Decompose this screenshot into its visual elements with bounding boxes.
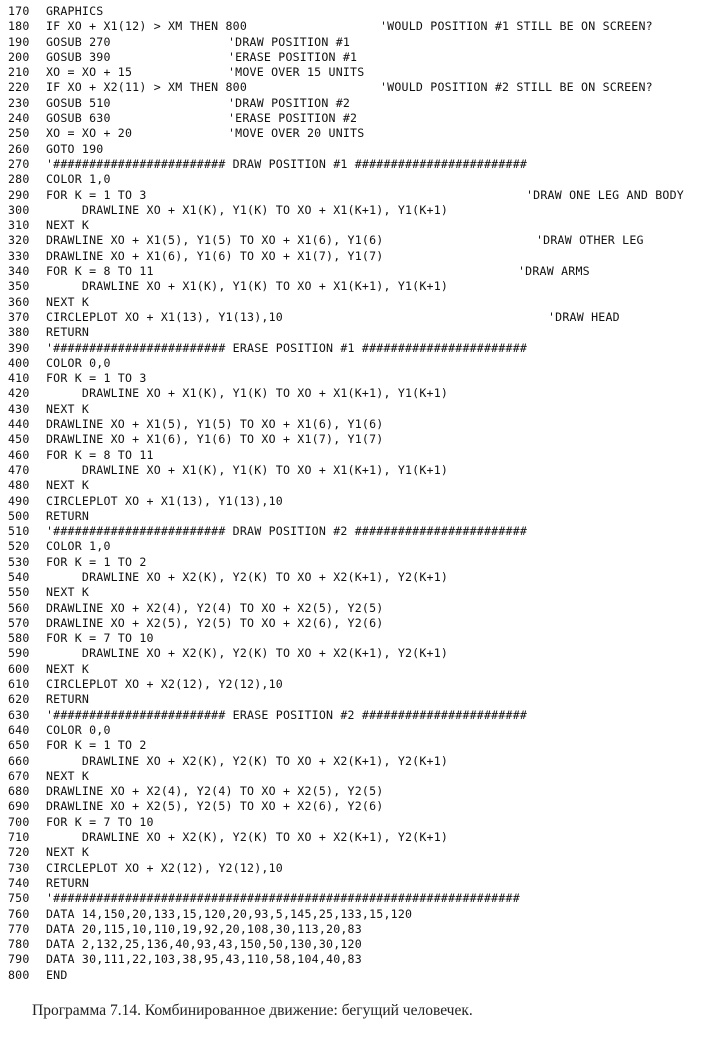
code-text: GOSUB 630	[46, 111, 111, 126]
code-text: END	[46, 967, 68, 982]
code-text: NEXT K	[46, 585, 90, 600]
code-text: DATA 20,115,10,110,19,92,20,108,30,113,20,83	[46, 921, 362, 936]
code-comment: 'WOULD POSITION #1 STILL BE ON SCREEN?	[380, 19, 653, 34]
code-comment: 'MOVE OVER 15 UNITS	[228, 65, 365, 80]
code-text: NEXT K	[46, 401, 90, 416]
code-comment: 'DRAW HEAD	[548, 309, 620, 324]
line-number: 260	[8, 141, 30, 156]
code-line	[8, 937, 724, 952]
code-line	[8, 96, 724, 111]
line-number: 800	[8, 967, 30, 982]
line-number: 440	[8, 417, 30, 432]
line-number: 410	[8, 371, 30, 386]
line-number: 210	[8, 65, 30, 80]
code-text: COLOR 0,0	[46, 722, 111, 737]
code-text: DRAWLINE XO + X2(4), Y2(4) TO XO + X2(5), Y2(5)	[46, 784, 384, 799]
line-number: 340	[8, 264, 30, 279]
code-comment: 'DRAW POSITION #1	[228, 34, 351, 49]
code-text: NEXT K	[46, 478, 90, 493]
code-line	[8, 799, 724, 814]
code-text: COLOR 1,0	[46, 172, 111, 187]
code-line	[8, 264, 724, 279]
code-line	[8, 448, 724, 463]
line-number: 560	[8, 600, 30, 615]
line-number: 720	[8, 845, 30, 860]
line-number: 280	[8, 172, 30, 187]
line-number: 490	[8, 493, 30, 508]
line-number: 550	[8, 585, 30, 600]
line-number: 580	[8, 631, 30, 646]
code-text: NEXT K	[46, 218, 90, 233]
code-line	[8, 601, 724, 616]
line-number: 590	[8, 646, 30, 661]
code-text: NEXT K	[46, 661, 90, 676]
code-comment: 'MOVE OVER 20 UNITS	[228, 126, 365, 141]
line-number: 680	[8, 784, 30, 799]
program-listing	[8, 4, 724, 983]
code-text: '######################## ERASE POSITION #1 #######################	[46, 340, 528, 355]
code-text: DRAWLINE XO + X2(K), Y2(K) TO XO + X2(K+1), Y2(K+1)	[46, 830, 449, 845]
code-line	[8, 356, 724, 371]
code-text: IF XO + X1(12) > XM THEN 800	[46, 19, 248, 34]
code-line	[8, 4, 724, 19]
line-number: 370	[8, 309, 30, 324]
code-text: RETURN	[46, 692, 90, 707]
code-line	[8, 35, 724, 50]
code-line	[8, 845, 724, 860]
code-line	[8, 417, 724, 432]
line-number: 360	[8, 294, 30, 309]
code-text: GOSUB 510	[46, 95, 111, 110]
code-line	[8, 218, 724, 233]
code-line	[8, 19, 724, 34]
line-number: 540	[8, 569, 30, 584]
line-number: 180	[8, 19, 30, 34]
line-number: 450	[8, 432, 30, 447]
code-text: RETURN	[46, 875, 90, 890]
code-text: CIRCLEPLOT XO + X2(12), Y2(12),10	[46, 677, 283, 692]
code-text: FOR K = 7 TO 10	[46, 814, 154, 829]
code-text: '#################################################################	[46, 891, 520, 906]
line-number: 670	[8, 768, 30, 783]
code-text: DRAWLINE XO + X2(5), Y2(5) TO XO + X2(6), Y2(6)	[46, 615, 384, 630]
line-number: 190	[8, 34, 30, 49]
line-number: 250	[8, 126, 30, 141]
code-text: FOR K = 1 TO 2	[46, 738, 147, 753]
code-line	[8, 494, 724, 509]
line-number: 690	[8, 799, 30, 814]
line-number: 650	[8, 738, 30, 753]
code-text: DRAWLINE XO + X2(4), Y2(4) TO XO + X2(5), Y2(5)	[46, 600, 384, 615]
line-number: 710	[8, 830, 30, 845]
code-text: COLOR 1,0	[46, 539, 111, 554]
code-text: DATA 14,150,20,133,15,120,20,93,5,145,25,133,15,120	[46, 906, 413, 921]
line-number: 330	[8, 248, 30, 263]
line-number: 390	[8, 340, 30, 355]
line-number: 400	[8, 355, 30, 370]
code-line	[8, 708, 724, 723]
code-text: DATA 30,111,22,103,38,95,43,110,58,104,40,83	[46, 952, 362, 967]
figure-caption: Программа 7.14. Комбинированное движение: бегущий человечек.	[32, 1002, 473, 1019]
code-line	[8, 555, 724, 570]
code-line	[8, 279, 724, 294]
code-line	[8, 295, 724, 310]
code-line	[8, 524, 724, 539]
code-text: DRAWLINE XO + X1(K), Y1(K) TO XO + X1(K+1), Y1(K+1)	[46, 386, 449, 401]
code-line	[8, 891, 724, 906]
line-number: 640	[8, 722, 30, 737]
code-line	[8, 341, 724, 356]
code-text: DRAWLINE XO + X1(K), Y1(K) TO XO + X1(K+1), Y1(K+1)	[46, 462, 449, 477]
line-number: 240	[8, 111, 30, 126]
line-number: 790	[8, 952, 30, 967]
line-number: 610	[8, 677, 30, 692]
code-comment: 'DRAW OTHER LEG	[536, 233, 644, 248]
code-comment: 'WOULD POSITION #2 STILL BE ON SCREEN?	[380, 80, 653, 95]
line-number: 420	[8, 386, 30, 401]
code-text: DRAWLINE XO + X2(K), Y2(K) TO XO + X2(K+1), Y2(K+1)	[46, 753, 449, 768]
code-comment: 'ERASE POSITION #1	[228, 49, 358, 64]
code-line	[8, 570, 724, 585]
line-number: 760	[8, 906, 30, 921]
code-text: '######################## ERASE POSITION #2 #######################	[46, 707, 528, 722]
line-number: 170	[8, 4, 30, 18]
code-line	[8, 80, 724, 95]
code-text: NEXT K	[46, 845, 90, 860]
code-line	[8, 203, 724, 218]
code-line	[8, 325, 724, 340]
code-text: DRAWLINE XO + X2(K), Y2(K) TO XO + X2(K+1), Y2(K+1)	[46, 569, 449, 584]
code-text: GOSUB 270	[46, 34, 111, 49]
line-number: 730	[8, 860, 30, 875]
code-text: '######################## DRAW POSITION #1 ########################	[46, 156, 528, 171]
code-line	[8, 50, 724, 65]
line-number: 620	[8, 692, 30, 707]
code-line	[8, 646, 724, 661]
code-line	[8, 111, 724, 126]
code-line	[8, 172, 724, 187]
code-text: GOTO 190	[46, 141, 104, 156]
code-text: DRAWLINE XO + X2(K), Y2(K) TO XO + X2(K+1), Y2(K+1)	[46, 646, 449, 661]
code-line	[8, 631, 724, 646]
code-text: DATA 2,132,25,136,40,93,43,150,50,130,30,120	[46, 937, 362, 952]
line-number: 510	[8, 524, 30, 539]
line-number: 630	[8, 707, 30, 722]
line-number: 270	[8, 156, 30, 171]
code-line	[8, 233, 724, 248]
code-line	[8, 876, 724, 891]
code-text: IF XO + X2(11) > XM THEN 800	[46, 80, 248, 95]
code-line	[8, 922, 724, 937]
line-number: 570	[8, 615, 30, 630]
line-number: 700	[8, 814, 30, 829]
code-line	[8, 371, 724, 386]
line-number: 500	[8, 508, 30, 523]
code-line	[8, 65, 724, 80]
code-comment: 'DRAW POSITION #2	[228, 95, 351, 110]
line-number: 310	[8, 218, 30, 233]
line-number: 380	[8, 325, 30, 340]
code-text: DRAWLINE XO + X2(5), Y2(5) TO XO + X2(6), Y2(6)	[46, 799, 384, 814]
code-line	[8, 386, 724, 401]
code-line	[8, 815, 724, 830]
code-text: FOR K = 8 TO 11	[46, 264, 154, 279]
code-text: FOR K = 1 TO 3	[46, 371, 147, 386]
code-comment: 'DRAW ARMS	[518, 264, 590, 279]
code-text: FOR K = 1 TO 3	[46, 187, 147, 202]
code-line	[8, 861, 724, 876]
code-line	[8, 784, 724, 799]
line-number: 470	[8, 462, 30, 477]
code-text: GOSUB 390	[46, 49, 111, 64]
code-line	[8, 616, 724, 631]
line-number: 220	[8, 80, 30, 95]
code-text: DRAWLINE XO + X1(5), Y1(5) TO XO + X1(6), Y1(6)	[46, 233, 384, 248]
code-comment: 'DRAW ONE LEG AND BODY	[526, 187, 684, 202]
code-text: DRAWLINE XO + X1(6), Y1(6) TO XO + X1(7), Y1(7)	[46, 248, 384, 263]
line-number: 300	[8, 202, 30, 217]
code-text: CIRCLEPLOT XO + X1(13), Y1(13),10	[46, 309, 283, 324]
code-line	[8, 952, 724, 967]
line-number: 660	[8, 753, 30, 768]
line-number: 780	[8, 937, 30, 952]
code-text: FOR K = 7 TO 10	[46, 631, 154, 646]
line-number: 750	[8, 891, 30, 906]
line-number: 480	[8, 478, 30, 493]
code-line	[8, 830, 724, 845]
code-line	[8, 509, 724, 524]
code-line	[8, 738, 724, 753]
code-line	[8, 142, 724, 157]
code-line	[8, 188, 724, 203]
code-text: DRAWLINE XO + X1(K), Y1(K) TO XO + X1(K+1), Y1(K+1)	[46, 202, 449, 217]
code-comment: 'ERASE POSITION #2	[228, 111, 358, 126]
code-text: '######################## DRAW POSITION #2 ########################	[46, 524, 528, 539]
code-line	[8, 723, 724, 738]
code-text: DRAWLINE XO + X1(5), Y1(5) TO XO + X1(6), Y1(6)	[46, 417, 384, 432]
code-text: NEXT K	[46, 768, 90, 783]
code-line	[8, 539, 724, 554]
code-text: RETURN	[46, 325, 90, 340]
code-text: COLOR 0,0	[46, 355, 111, 370]
code-line	[8, 585, 724, 600]
line-number: 740	[8, 875, 30, 890]
line-number: 460	[8, 447, 30, 462]
line-number: 530	[8, 554, 30, 569]
code-text: FOR K = 1 TO 2	[46, 554, 147, 569]
code-text: CIRCLEPLOT XO + X1(13), Y1(13),10	[46, 493, 283, 508]
code-line	[8, 478, 724, 493]
line-number: 200	[8, 49, 30, 64]
code-text: DRAWLINE XO + X1(K), Y1(K) TO XO + X1(K+1), Y1(K+1)	[46, 279, 449, 294]
code-line	[8, 692, 724, 707]
line-number: 320	[8, 233, 30, 248]
code-line	[8, 157, 724, 172]
code-text: NEXT K	[46, 294, 90, 309]
code-line	[8, 402, 724, 417]
code-line	[8, 310, 724, 325]
code-line	[8, 126, 724, 141]
code-line	[8, 769, 724, 784]
line-number: 430	[8, 401, 30, 416]
code-text: FOR K = 8 TO 11	[46, 447, 154, 462]
code-line	[8, 754, 724, 769]
line-number: 600	[8, 661, 30, 676]
code-line	[8, 463, 724, 478]
code-line	[8, 968, 724, 983]
code-text: DRAWLINE XO + X1(6), Y1(6) TO XO + X1(7), Y1(7)	[46, 432, 384, 447]
code-line	[8, 677, 724, 692]
code-line	[8, 662, 724, 677]
line-number: 290	[8, 187, 30, 202]
line-number: 230	[8, 95, 30, 110]
code-text: GRAPHICS	[46, 4, 104, 18]
code-text: RETURN	[46, 508, 90, 523]
code-text: CIRCLEPLOT XO + X2(12), Y2(12),10	[46, 860, 283, 875]
code-text: XO = XO + 20	[46, 126, 133, 141]
code-line	[8, 249, 724, 264]
line-number: 350	[8, 279, 30, 294]
code-text: XO = XO + 15	[46, 65, 133, 80]
code-line	[8, 907, 724, 922]
line-number: 770	[8, 921, 30, 936]
line-number: 520	[8, 539, 30, 554]
code-line	[8, 432, 724, 447]
